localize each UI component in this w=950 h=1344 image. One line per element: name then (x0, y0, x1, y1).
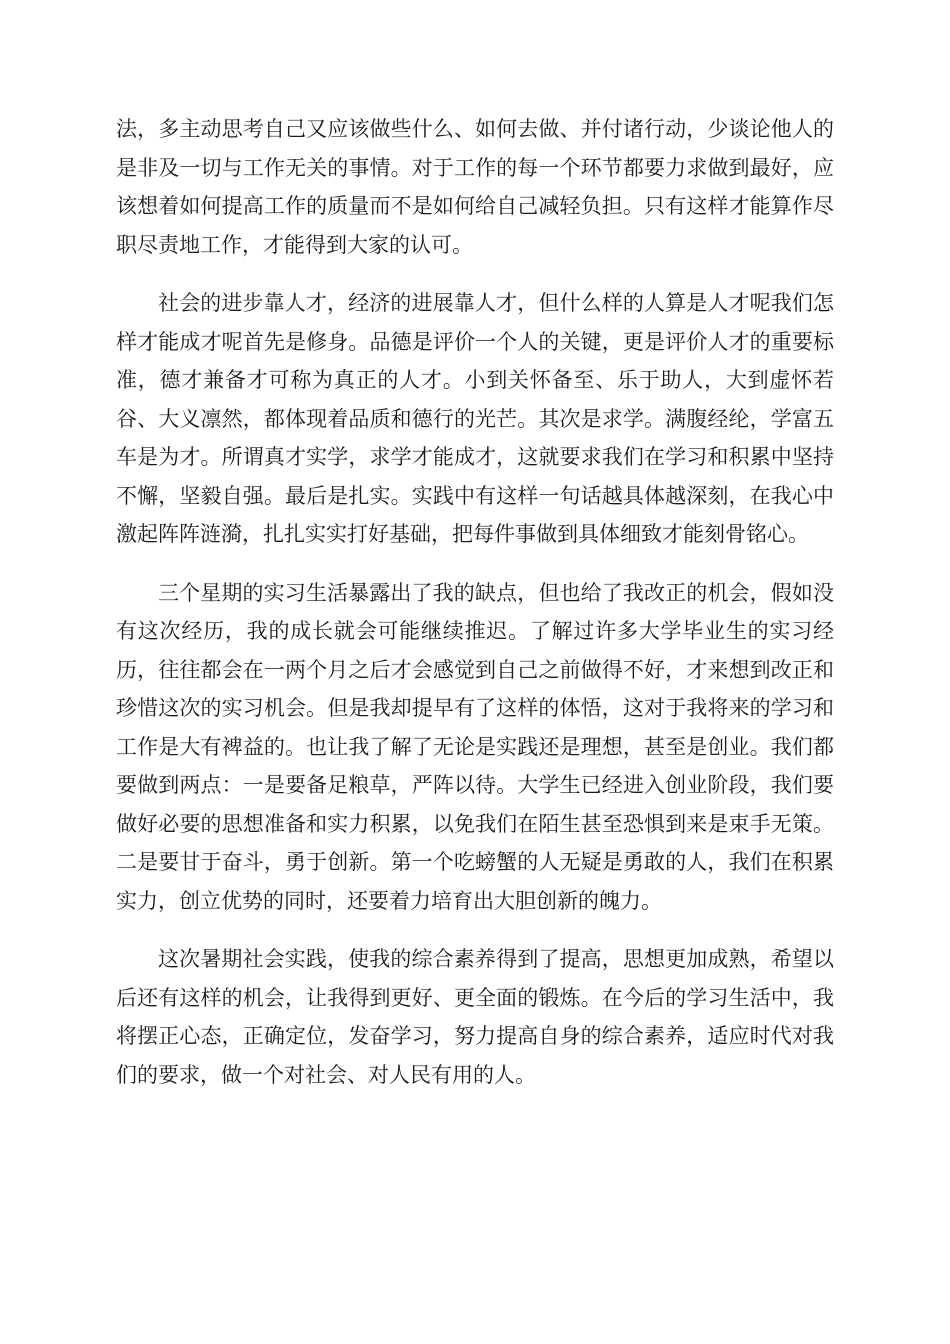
document-page (116, 110, 834, 1114)
paragraph-conclusion: 这次暑期社会实践，使我的综合素养得到了提高，思想更加成熟，希望以后还有这样的机会，让我得到更好、更全面的锻炼。在今后的学习生活中，我将摆正心态，正确定位，发奋学习，努力提高自身的综合素养，适应时代对我们的要求，做一个对社会、对人民有用的人。 (116, 947, 834, 1087)
paragraph-continuation: 法，多主动思考自己又应该做些什么、如何去做、并付诸行动，少谈论他人的是非及一切与工作无关的事情。对于工作的每一个环节都要力求做到最好，应该想着如何提高工作的质量而不是如何给自己减轻负担。只有这样才能算作尽职尽责地工作，才能得到大家的认可。 (116, 117, 834, 257)
paragraph-internship: 三个星期的实习生活暴露出了我的缺点，但也给了我改正的机会，假如没有这次经历，我的成长就会可能继续推迟。了解过许多大学毕业生的实习经历，往往都会在一两个月之后才会感觉到自己之前做得不好，才来想到改正和珍惜这次的实习机会。但是我却提早有了这样的体悟，这对于我将来的学习和工作是大有裨益的。也让我了解了无论是实践还是理想，甚至是创业。我们都要做到两点：一是要备足粮草，严阵以待。大学生已经进入创业阶段，我们要做好必要的思想准备和实力积累，以免我们在陌生甚至恐惧到来是束手无策。二是要甘于奋斗，勇于创新。第一个吃螃蟹的人无疑是勇敢的人，我们在积累实力，创立优势的同时，还要着力培育出大胆创新的魄力。 (116, 580, 834, 913)
paragraph-talent: 社会的进步靠人才，经济的进展靠人才，但什么样的人算是人才呢我们怎样才能成才呢首先是修身。品德是评价一个人的关键，更是评价人才的重要标准，德才兼备才可称为真正的人才。小到关怀备至、乐于助人，大到虚怀若谷、大义凛然，都体现着品质和德行的光芒。其次是求学。满腹经纶，学富五车是为才。所谓真才实学，求学才能成才，这就要求我们在学习和积累中坚持不懈，坚毅自强。最后是扎实。实践中有这样一句话越具体越深刻，在我心中激起阵阵涟漪，扎扎实实打好基础，把每件事做到具体细致才能刻骨铭心。 (116, 291, 834, 546)
